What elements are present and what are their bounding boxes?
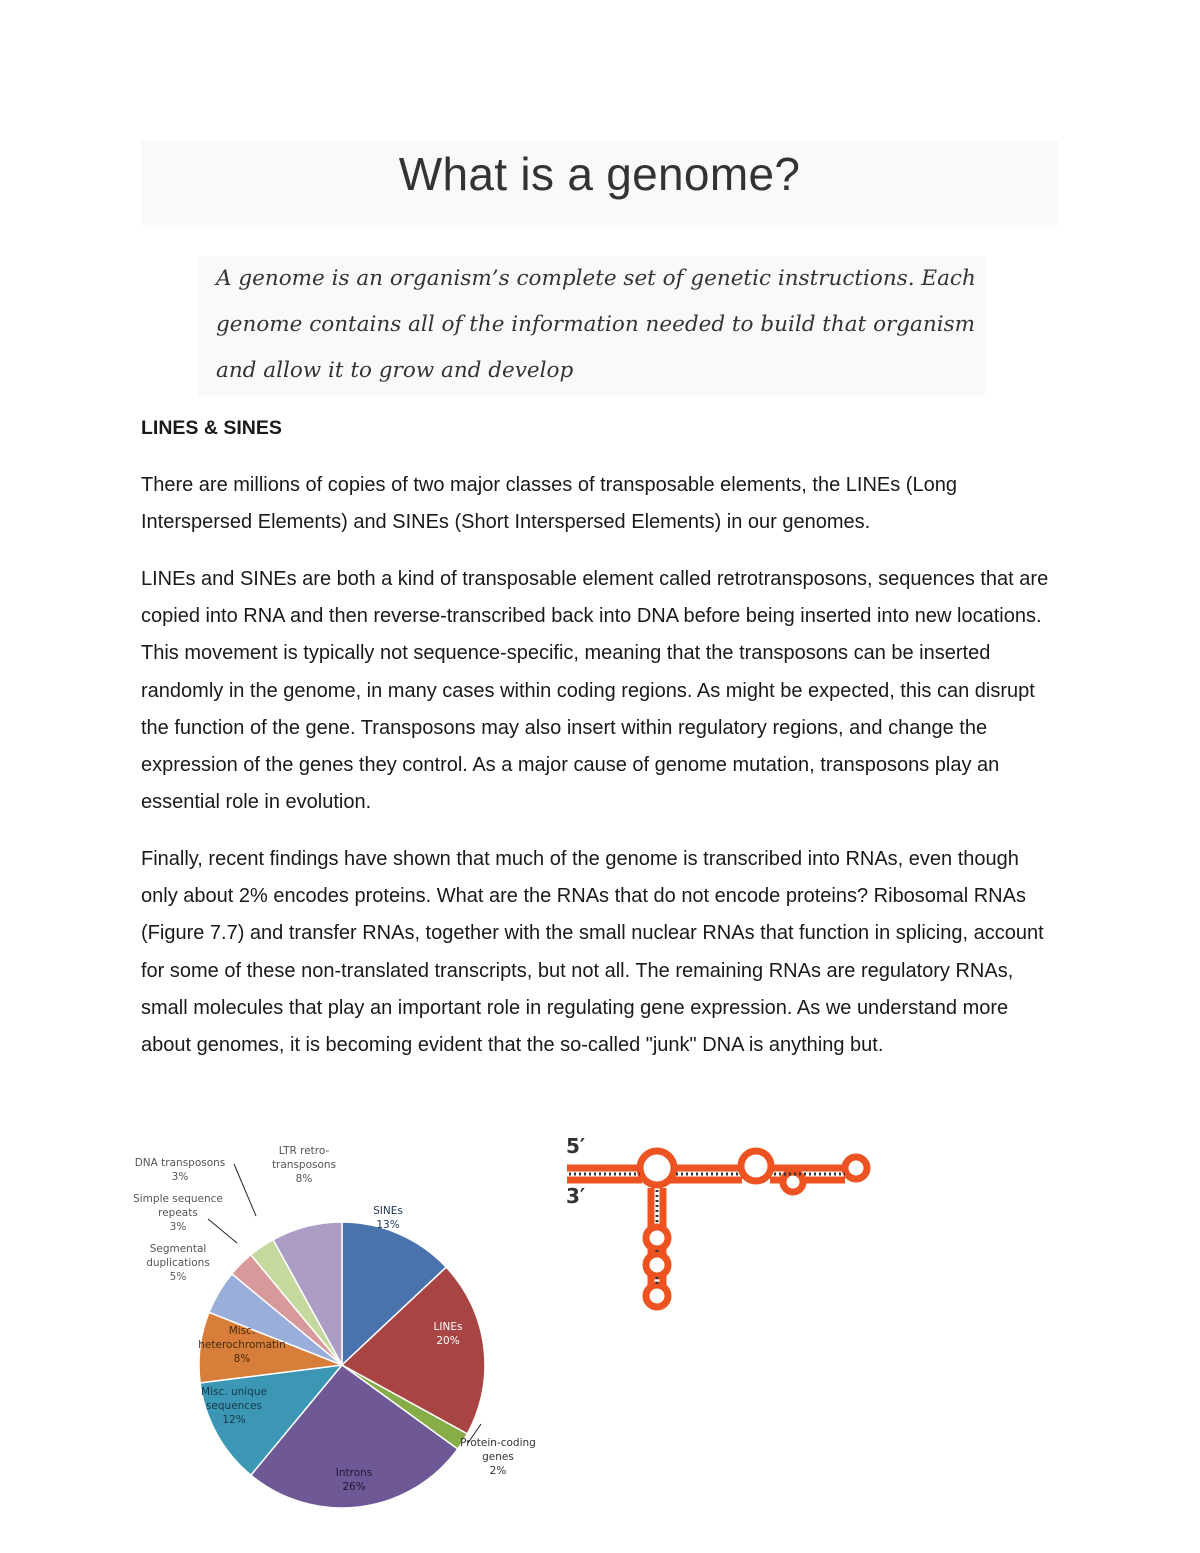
loop-terminal [845,1157,867,1179]
page-title: What is a genome? [398,148,801,200]
pie-slice-label: DNA transposons 3% [134,1157,226,1183]
loop-internal [741,1151,771,1181]
pie-slice-label: LTR retro-transposons 8% [271,1145,337,1185]
genome-composition-pie-chart [130,1130,550,1510]
pie-slice-label: Protein-coding genes 2% [460,1437,536,1477]
title-banner [141,141,1058,225]
section-heading: LINES & SINES [141,417,282,439]
pie-slice-label: Segmental duplications 5% [146,1243,210,1283]
pie-slice-label: LINEs 20% [433,1321,463,1347]
genome-definition-quote: A genome is an organism’s complete set of genetic instructions. Each genome contains all of the information needed to build that organism and allow it to grow and develop [216,266,976,383]
pie-slice-label: Misc. heterochromatin 8% [198,1325,286,1365]
loop-junction [640,1151,674,1185]
pie-leader-line [208,1219,237,1243]
rna-hairpin-figure [560,1128,880,1318]
base-pair-dots [569,1174,845,1285]
loop-stem-2 [646,1254,668,1276]
quote-box [198,256,985,396]
pie-slice-label: Introns 26% [335,1467,373,1493]
pie-slice-label: SINEs 13% [373,1205,403,1231]
pie-leader-line [234,1164,256,1216]
paragraph-retrotransposons: LINEs and SINEs are both a kind of transposable element called retrotransposons, sequences that are copied into RNA and then reverse-transcribed back into DNA before being inserted into new locations. This movement is typically not sequence-specific, meaning that the transposons can be inserted randomly in the genome, in many cases within coding regions. As might be expected, this can disrupt the function of the gene. Transposons may also insert within regulatory regions, and change the expression of the genes they control. As a major cause of genome mutation, transposons play an essential role in evolution. [141,568,1049,814]
paragraph-noncoding-rna: Finally, recent findings have shown that much of the genome is transcribed into RNAs, even though only about 2% encodes proteins. What are the RNAs that do not encode proteins? Ribosomal RNAs (Figure 7.7) and transfer RNAs, together with the small nuclear RNAs that function in splicing, account for some of these non-translated transcripts, but not all. The remaining RNAs are regulatory RNAs, small molecules that play an important role in regulating gene expression. As we understand more about genomes, it is becoming evident that the so-called "junk" DNA is anything but. [141,848,1044,1057]
loop-stem-3 [646,1285,668,1307]
pie-slice-label: Misc. unique sequences 12% [201,1386,267,1426]
paragraph-intro: There are millions of copies of two major classes of transposable elements, the LINEs (Long Interspersed Elements) and SINEs (Short Interspersed Elements) in our genomes. [141,474,957,534]
pie-slice-label: Simple sequence repeats 3% [133,1193,223,1233]
loop-stem-1 [646,1227,668,1249]
five-prime-label: 5′ [566,1134,586,1158]
three-prime-label: 3′ [566,1184,586,1208]
